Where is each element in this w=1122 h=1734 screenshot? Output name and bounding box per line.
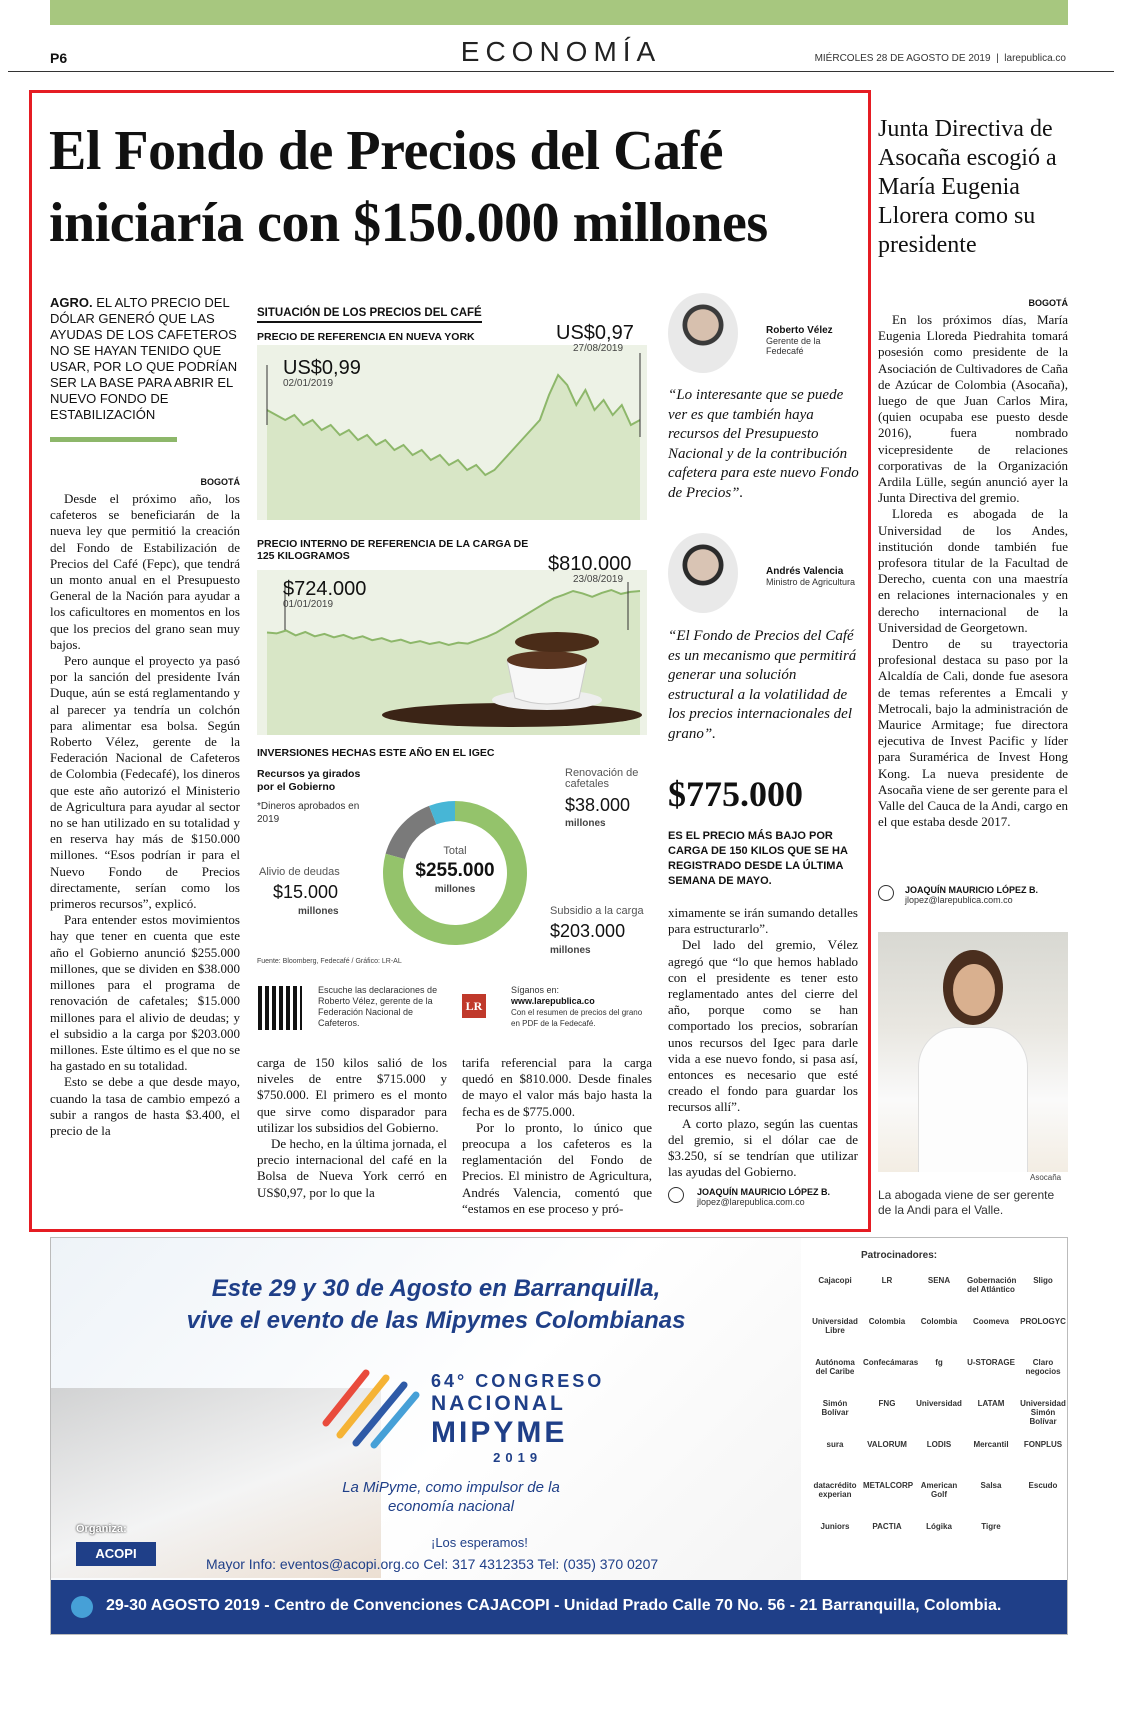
sidebar-city: BOGOTÁ: [1028, 298, 1068, 308]
sponsor-logo: SENA: [927, 1276, 951, 1285]
congress-3: MIPYME: [431, 1416, 568, 1449]
slogan-1: La MiPyme, como impulsor de la: [342, 1479, 560, 1496]
congress-1: 64° CONGRESO: [431, 1371, 605, 1391]
body-shape: [918, 1027, 1028, 1172]
page-number: P6: [50, 50, 68, 66]
congress-2: NACIONAL: [431, 1392, 566, 1415]
top-color-bar: [50, 0, 1068, 25]
chart2-end-label: $810.000: [548, 553, 632, 575]
article-col-3: [462, 1055, 652, 1217]
sponsor-logo: LODIS: [926, 1440, 952, 1449]
sponsor-logo: LR: [881, 1276, 893, 1285]
andres-valencia-photo: [668, 533, 738, 613]
sponsor-logo: Autónoma del Caribe: [815, 1358, 855, 1376]
congress-title: [431, 1371, 604, 1465]
sponsor-logo: Mercantil: [973, 1440, 1009, 1449]
mipyme-logo-icon: [316, 1353, 426, 1453]
paragraph: De hecho, en la última jornada, el precio internacional del café en la Bolsa de Nueva York cerró en US$0,97, por lo que la: [257, 1136, 447, 1200]
ad-contact[interactable]: Mayor Info: eventos@acopi.org.co Cel: 317 4312353 Tel: (035) 370 0207: [206, 1556, 659, 1572]
chart3-note2: *Dineros aprobados en 2019: [257, 801, 360, 825]
sponsor-logo: Colombia: [920, 1317, 958, 1326]
sponsor-logo: Confecámaras: [863, 1358, 919, 1367]
advertisement[interactable]: [50, 1237, 1068, 1635]
sponsor-logo: METALCORP: [863, 1481, 914, 1490]
sponsor-logo: Coomeva: [972, 1317, 1009, 1326]
paragraph: Pero aunque el proyecto ya pasó por la sanción del presidente Iván Duque, aún se está reglamentando y al parecer ya tendría un colchón para alimentar esa bolsa. Según Roberto Vélez, gerente de la Federación Nacional de Cafeteros de Colombia (Fedecafé), los dineros que este año autorizó el Ministerio de Agricultura para ayudar al sector no se han utilizado en su totalidad y en reserva hay más de $150.000 millones. “Esos podrían ir para el Nuevo Fondo de Precios directamente, serían como los primeros recursos”, explicó.: [50, 653, 240, 912]
author-email[interactable]: jlopez@larepublica.com.co: [697, 1197, 805, 1207]
chart3-note: Recursos ya girados por el Gobierno: [257, 768, 361, 793]
slice-value-subsidio: $203.000: [550, 921, 626, 941]
slice-label-renovacion: Renovación de cafetales: [565, 767, 639, 790]
chart1-start-label: US$0,99: [283, 357, 361, 379]
lr-logo: LR: [462, 994, 486, 1018]
slice-unit-alivio: millones: [298, 906, 339, 917]
qr-text: Escuche las declaraciones de Roberto Vélez, gerente de la Federación Nacional de Cafeteros.: [318, 985, 438, 1028]
donut-total-value: $255.000: [415, 860, 495, 881]
lead-text: EL ALTO PRECIO DEL DÓLAR GENERÓ QUE LAS AYUDAS DE LOS CAFETEROS NO SE HAYAN TENIDO QUE USAR, POR LO QUE PODRÍAN SER LA BASE PARA ABRIR EL NUEVO FONDO DE ESTABILIZACIÓN: [50, 295, 238, 422]
slice-unit-subsidio: millones: [550, 945, 591, 956]
sponsors-panel: [801, 1238, 1068, 1582]
slice-unit-renovacion: millones: [565, 818, 606, 829]
follow-site-link[interactable]: www.larepublica.co: [511, 996, 595, 1006]
sponsor-logo: PACTIA: [872, 1522, 902, 1531]
sponsor-logo: Sligo: [1033, 1276, 1053, 1285]
chart-source: Fuente: Bloomberg, Fedecafé / Gráfico: LR-AL: [257, 958, 402, 965]
article-col-2: [257, 1055, 447, 1201]
section-title: ECONOMÍA: [460, 36, 662, 67]
person-name: Roberto Vélez: [766, 325, 833, 336]
sponsor-logo: VALORUM: [867, 1440, 907, 1449]
author-block: [697, 1187, 830, 1207]
highlight-caption: ES EL PRECIO MÁS BAJO POR CARGA DE 150 KILOS QUE SE HA REGISTRADO DESDE LA ÚLTIMA SEMANA DE MAYO.: [668, 830, 848, 887]
sponsor-logo: Colombia: [868, 1317, 906, 1326]
sidebar-author-block: [905, 885, 1038, 905]
chart1-end-date: 27/08/2019: [573, 343, 624, 354]
chart2-start-label: $724.000: [283, 578, 367, 600]
qr-code-icon[interactable]: [258, 986, 302, 1030]
sponsor-logo: FNG: [878, 1399, 896, 1408]
paragraph: Lloreda es abogada de la Universidad de los Andes, institución donde también fue profesora titular de la Facultad de Derecho, cuenta con una maestría en relaciones internacionales y en derecho internacional de la Universidad de Georgetown.: [878, 506, 1068, 635]
slice-value-renovacion: $38.000: [565, 795, 631, 815]
author-icon: [668, 1187, 684, 1203]
roberto-velez-photo: [668, 293, 738, 373]
person-1: [766, 325, 856, 356]
sponsor-logo: LATAM: [977, 1399, 1005, 1408]
paragraph: A corto plazo, según las cuentas del gremio, si el dólar cae de $3.250, sí se tendrían que utilizar las ayudas del Gobierno.: [668, 1115, 858, 1180]
paragraph: Dentro de su trayectoria profesional destaca su paso por la Alcaldía de Cali, donde fue asesora de temas referentes a Emcali y Metrocali, bajo la administración de Maurice Armitage; fue directora ejecutiva de Invest Pacific y líder para Suramérica de Invest Hong Kong. La nueva presidente de Asocaña viene de ser gerente para el Valle del Cauca de la Andi, cargo en el que estaba desde 2017.: [878, 636, 1068, 830]
sponsor-logo: Lógika: [926, 1522, 952, 1531]
lead-rule: [50, 437, 177, 442]
ad-headline: [111, 1273, 761, 1337]
sponsor-logo: U-STORAGE: [967, 1358, 1015, 1367]
chart1-subtitle: PRECIO DE REFERENCIA EN NUEVA YORK: [257, 331, 475, 343]
ad-bottom-text: 29-30 AGOSTO 2019 - Centro de Convenciones CAJACOPI - Unidad Prado Calle 70 No. 56 - 21 Barranquilla, Colombia.: [106, 1597, 1002, 1614]
quote-valencia: “El Fondo de Precios del Café es un mecanismo que permitirá generar una solución estructural a la volatilidad de los precios internacionales del grano”.: [668, 628, 857, 742]
paragraph: Por lo pronto, lo único que preocupa a los cafeteros es la reglamentación del Fondo de Precios. El ministro de Agricultura, Andrés Valencia, comentó que “estamos en ese proceso y pró-: [462, 1119, 652, 1216]
headline-line-1: El Fondo de Precios del Café: [49, 120, 724, 182]
donut-total-label: Total: [443, 845, 467, 857]
person-role: Gerente de la Fedecafé: [766, 336, 821, 356]
ad-organiza: Organiza:: [76, 1523, 127, 1535]
paragraph: tarifa referencial para la carga quedó en $810.000. Desde finales de mayo el valor más bajo hasta la fecha es de $775.000.: [462, 1055, 652, 1119]
follow-text: Con el resumen de precios del grano en PDF de la Fedecafé.: [511, 1008, 643, 1028]
header-rule: [8, 71, 1114, 72]
date: MIÉRCOLES 28 DE AGOSTO DE 2019: [814, 53, 991, 64]
sponsor-logo: Tigre: [981, 1522, 1001, 1531]
sponsor-logo: Simón Bolívar: [821, 1399, 849, 1417]
sidebar-headline: Junta Directiva de Asocaña escogió a María Eugenia Llorera como su presidente: [878, 116, 1057, 258]
sponsor-logo: Gobernación del Atlántico: [967, 1276, 1017, 1294]
chart2-subtitle: PRECIO INTERNO DE REFERENCIA DE LA CARGA DE 125 KILOGRAMOS: [257, 538, 529, 562]
acopi-logo: ACOPI: [76, 1542, 156, 1566]
sponsor-logo: Universidad: [916, 1399, 962, 1408]
sponsor-logo: Universidad Libre: [812, 1317, 858, 1335]
follow-title: Síganos en:: [511, 985, 560, 995]
lead-tag: AGRO.: [50, 295, 93, 310]
sponsor-logo: FONPLUS: [1023, 1440, 1063, 1449]
ad-slogan: [301, 1478, 601, 1516]
paragraph: carga de 150 kilos salió de los niveles de entre $715.000 y $750.000. El primero es el monto que sirve como disparador para utilizar los subsidios del Gobierno.: [257, 1055, 447, 1135]
photo-credit: Asocaña: [1030, 1173, 1062, 1182]
chart3-title: INVERSIONES HECHAS ESTE AÑO EN EL IGEC: [257, 747, 495, 759]
sponsor-logo: Universidad Simón Bolívar: [1020, 1399, 1066, 1426]
dateline: MIÉRCOLES 28 DE AGOSTO DE 2019 | larepublica.co: [814, 53, 1066, 64]
paragraph: Para entender estos movimientos hay que tener en cuenta que este año el Gobierno anunció $255.000 millones, que se dividen en $38.000 millones para el programa de renovación de cafetales; $15.000 millones para el alivio de deudas; y el subsidio a la carga por $203.000 millones. Este último es el que no se ha gastado en su totalidad.: [50, 912, 240, 1074]
article-headline: [49, 115, 869, 259]
sponsor-logo: sura: [826, 1440, 844, 1449]
paragraph: En los próximos días, María Eugenia Lloreda Piedrahita tomará posesión como presidente de la Asociación de Cultivadores de Caña de Azúcar de Colombia (Asocaña), luego de que Juan Carlos Mira, (quien ocupaba ese puesto desde 2016), fuera nombrado vicepresidente de relaciones corporativas de la Organización Ardila Lülle, según anunció ayer la Junta Directiva del gremio.: [878, 312, 1068, 506]
sponsor-logo: Cajacopi: [818, 1276, 852, 1285]
chart-title: SITUACIÓN DE LOS PRECIOS DEL CAFÉ: [257, 307, 482, 323]
col1-text: [50, 491, 240, 1139]
sidebar-author-icon: [878, 885, 894, 901]
ad-line-2: vive el evento de las Mipymes Colombianas: [186, 1307, 686, 1334]
sponsor-logo: fg: [935, 1358, 943, 1367]
sponsors-title: Patrocinadores:: [861, 1250, 938, 1261]
person-name: Andrés Valencia: [766, 566, 844, 577]
follow-box: [511, 985, 651, 1029]
person-2: [766, 566, 856, 587]
donut-total-unit: millones: [434, 884, 476, 895]
quote-velez: “Lo interesante que se puede ver es que también haya recursos del Presupuesto Nacional y de la contribución cafetera para este nuevo Fondo de Precios”.: [668, 387, 859, 501]
sponsor-logo: Claro negocios: [1025, 1358, 1061, 1376]
sponsor-logo: Escudo: [1028, 1481, 1058, 1490]
paragraph: ximamente se irán sumando detalles para estructurarlo”.: [668, 905, 858, 937]
person-role: Ministro de Agricultura: [766, 577, 856, 587]
article-col-4: [668, 905, 858, 1180]
chart2-end-date: 23/08/2019: [573, 574, 624, 585]
paragraph: Esto se debe a que desde mayo, cuando la tasa de cambio empezó a subir a rangos de hasta $3.400, el precio de la: [50, 1074, 240, 1138]
chart1-end-label: US$0,97: [556, 322, 634, 344]
chart1-start-date: 02/01/2019: [283, 378, 334, 389]
sponsor-logo: Juniors: [820, 1522, 850, 1531]
slice-value-alivio: $15.000: [273, 882, 339, 902]
slice-label-alivio: Alivio de deudas: [259, 866, 340, 878]
bottom-dot-icon: [71, 1596, 93, 1618]
ad-esperamos: ¡Los esperamos!: [431, 1535, 528, 1550]
photo-caption: La abogada viene de ser gerente de la Andi para el Valle.: [878, 1188, 1055, 1217]
author-name: JOAQUÍN MAURICIO LÓPEZ B.: [697, 1187, 831, 1197]
article-col-1: [50, 477, 240, 1139]
sidebar-email[interactable]: jlopez@larepublica.com.co: [905, 895, 1013, 905]
site: larepublica.co: [1004, 53, 1066, 64]
congress-year: 2019: [493, 1450, 543, 1465]
sidebar-author: JOAQUÍN MAURICIO LÓPEZ B.: [905, 885, 1039, 895]
sponsor-logo: datacrédito experian: [813, 1481, 857, 1499]
sidebar-text: [878, 312, 1068, 831]
city-tag: BOGOTÁ: [200, 477, 240, 487]
ad-line-1: Este 29 y 30 de Agosto en Barranquilla,: [211, 1275, 661, 1302]
slice-label-subsidio: Subsidio a la carga: [550, 905, 644, 917]
highlight-number: $775.000: [668, 774, 803, 814]
sponsor-logo: PROLOGYC: [1020, 1317, 1066, 1326]
article-lead: [50, 295, 240, 423]
ad-bottom-bar: [51, 1580, 1067, 1634]
sponsor-logo: Salsa: [980, 1481, 1002, 1490]
paragraph: Del lado del gremio, Vélez agregó que “lo que hemos hablado con el presidente es tener esto reglamentado antes del cierre del año, porque como se han comportado los precios, sobrarían unos recursos del Igec para darle vida a ese nuevo fondo, si pasa así, entonces es necesario que esté creado el fondo para guardar los recursos allí”.: [668, 937, 858, 1115]
sponsor-logo: American Golf: [920, 1481, 958, 1499]
sidebar-body: [878, 298, 1068, 831]
face-shape: [953, 964, 995, 1016]
headline-line-2: iniciaría con $150.000 millones: [49, 192, 768, 254]
chart2-start-date: 01/01/2019: [283, 599, 334, 610]
paragraph: Desde el próximo año, los cafeteros se beneficiarán de la nueva ley que permitió la creación del Fondo de Estabilización de Precios del Café (Fepc), que tendrá un monto anual en el Presupuesto General de la Nación para ayudar a los caficultores en momentos en los que los precios del grano sean muy bajos.: [50, 491, 240, 652]
slogan-2: economía nacional: [388, 1498, 514, 1515]
sidebar-photo: [878, 932, 1068, 1172]
